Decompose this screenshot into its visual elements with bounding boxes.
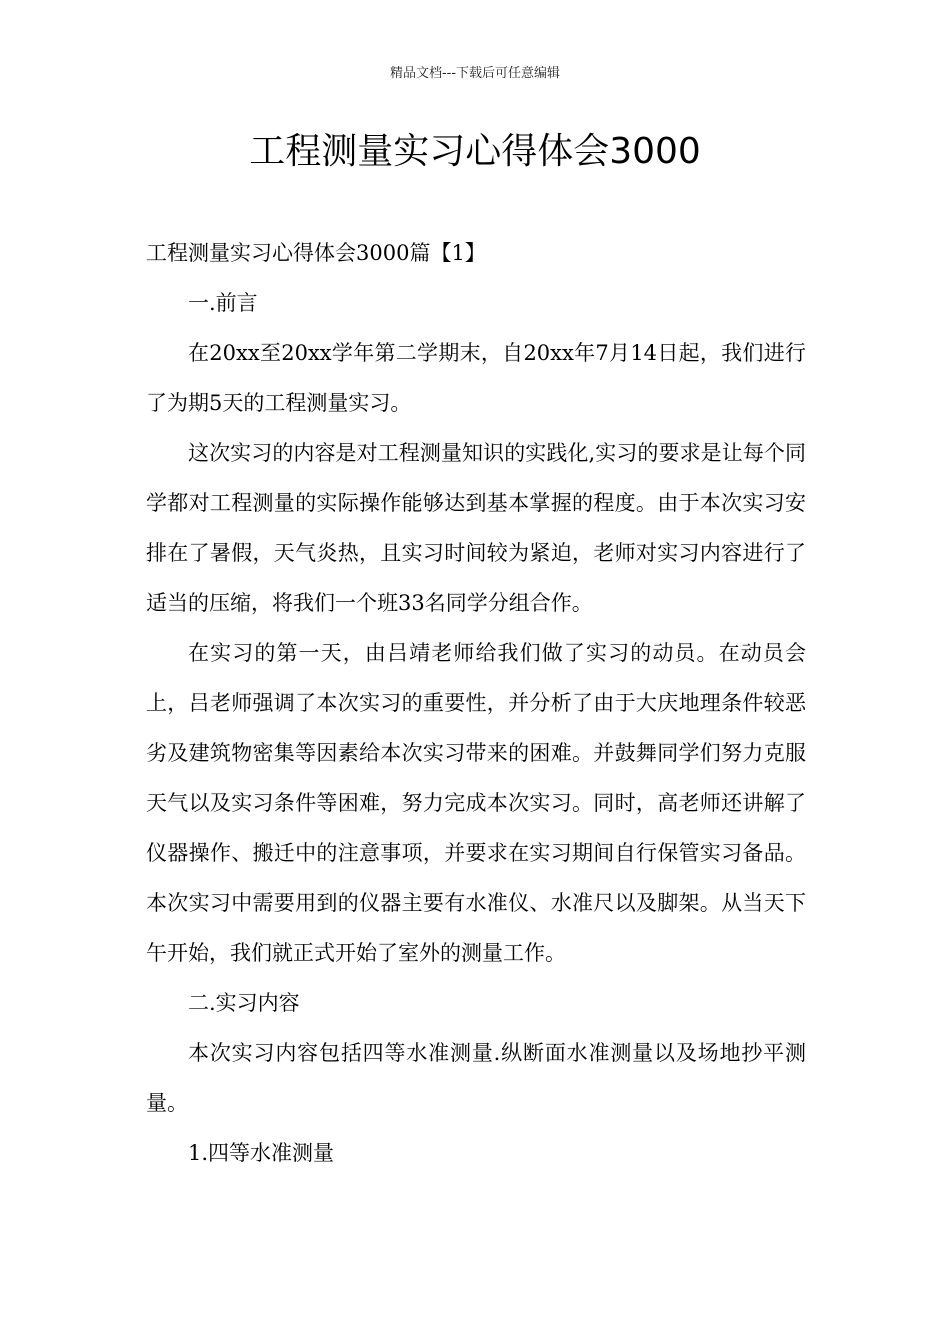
subheading-practice-content: 二.实习内容 [188, 991, 300, 1015]
header-note: 精品文档---下载后可任意编辑 [389, 66, 561, 81]
paragraph-content: 这次实习的内容是对工程测量知识的实践化,实习的要求是让每个同学都对工程测量的实际操作能够达到基本掌握的程度。由于本次实习安排在了暑假，天气炎热，且实习时间较为紧迫，老师对实习内容进行了适当的压缩，将我们一个班33名同学分组合作。 [146, 441, 806, 615]
paragraph-first-day: 在实习的第一天，由吕靖老师给我们做了实习的动员。在动员会上，吕老师强调了本次实习的重要性，并分析了由于大庆地理条件较恶劣及建筑物密集等因素给本次实习带来的困难。并鼓舞同学们努力克服天气以及实习条件等困难，努力完成本次实习。同时，高老师还讲解了仪器操作、搬迁中的注意事项，并要求在实习期间自行保管实习备品。本次实习中需要用到的仪器主要有水准仪、水准尺以及脚架。从当天下午开始，我们就正式开始了室外的测量工作。 [146, 641, 806, 965]
subheading-preface: 一.前言 [188, 291, 258, 315]
document-body [146, 228, 806, 1178]
document-title: 工程测量实习心得体会3000 [249, 131, 701, 172]
paragraph-practice-scope: 本次实习内容包括四等水准测量.纵断面水准测量以及场地抄平测量。 [146, 1041, 806, 1115]
subheading-leveling: 1.四等水准测量 [188, 1141, 335, 1165]
section-heading: 工程测量实习心得体会3000篇【1】 [146, 241, 486, 265]
paragraph-intro: 在20xx至20xx学年第二学期末，自20xx年7月14日起，我们进行了为期5天的工程测量实习。 [146, 341, 806, 415]
